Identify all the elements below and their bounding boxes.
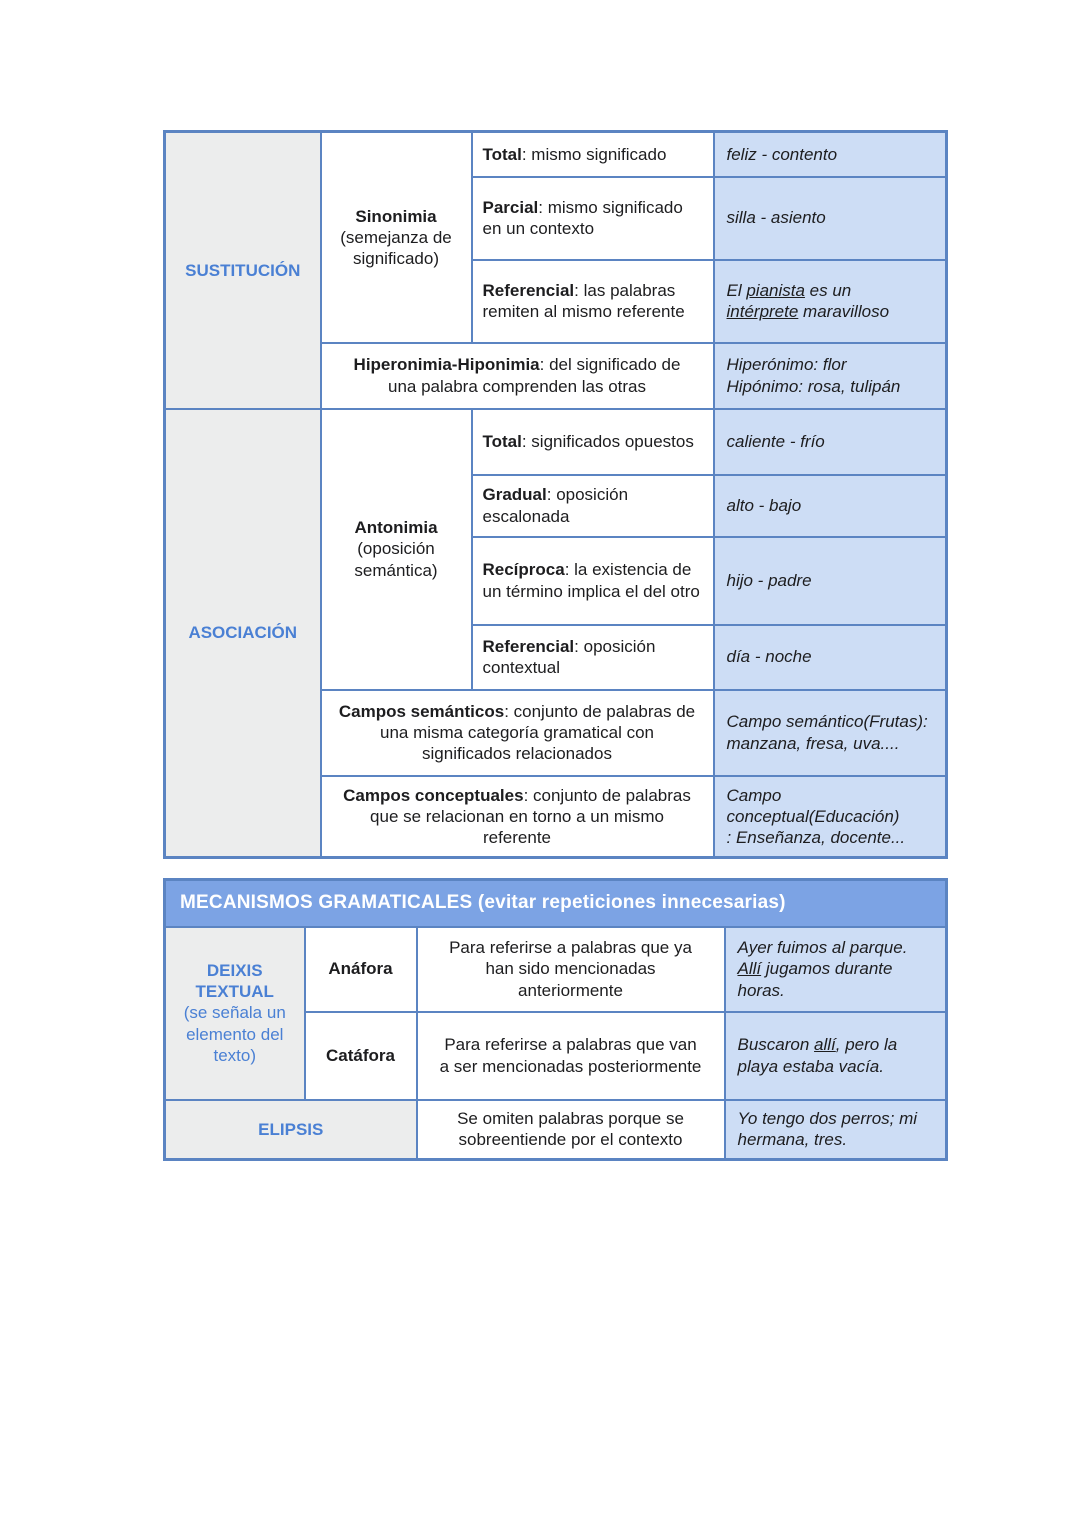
cell-hiperonimia-definition bbox=[321, 343, 714, 409]
cell-category-elipsis bbox=[165, 1100, 417, 1160]
type-term: Gradual bbox=[482, 485, 547, 505]
cell-description-anafora bbox=[417, 927, 725, 1012]
cell-example-antonimia-total bbox=[714, 409, 947, 475]
cell-example-sinonimia-referencial bbox=[714, 260, 947, 343]
example-text: silla - asiento bbox=[726, 208, 826, 228]
type-definition: : conjunto de palabras que se relacionan en torno a un mismo referente bbox=[370, 785, 691, 847]
underlined-word: intérprete bbox=[726, 302, 799, 321]
cell-type-sinonimia-total bbox=[472, 132, 714, 177]
cell-category-sustitucion bbox=[165, 132, 321, 409]
example-text: El bbox=[726, 280, 747, 300]
type-term: Recíproca bbox=[482, 560, 565, 580]
cell-description-elipsis bbox=[417, 1100, 725, 1160]
type-definition: : del significado de una palabra comprenden las otras bbox=[388, 355, 681, 396]
description-text: Para referirse a palabras que van a ser mencionadas posteriormente bbox=[439, 1035, 702, 1076]
underlined-word: Allí bbox=[737, 959, 762, 979]
example-text: Yo tengo dos perros; mi hermana, tres. bbox=[737, 1109, 918, 1150]
example-text: , pero la playa estaba vacía. bbox=[737, 1035, 898, 1076]
type-definition: : oposición escalonada bbox=[482, 485, 629, 526]
cell-example-antonimia-reciproca bbox=[714, 537, 947, 625]
table-title bbox=[165, 880, 947, 927]
type-definition: : mismo significado bbox=[521, 144, 667, 164]
cell-example-hiperonimia bbox=[714, 343, 947, 409]
description-text: Para referirse a palabras que ya han sido mencionadas anteriormente bbox=[449, 938, 692, 1000]
example-text: Hiperónimo: flor bbox=[726, 355, 847, 375]
cell-example-elipsis bbox=[725, 1100, 947, 1160]
row-table-header bbox=[165, 880, 947, 927]
cell-category-asociacion bbox=[165, 409, 321, 858]
example-text: : Enseñanza, docente... bbox=[726, 827, 906, 847]
type-term: Campos semánticos bbox=[338, 701, 505, 721]
category-label: SUSTITUCIÓN bbox=[185, 260, 301, 280]
example-text: caliente - frío bbox=[726, 431, 825, 451]
underlined-word: pianista bbox=[746, 280, 805, 300]
cell-example-campos-semanticos bbox=[714, 690, 947, 776]
example-text: Hipónimo: rosa, tulipán bbox=[726, 376, 901, 396]
type-term: Parcial bbox=[482, 197, 539, 217]
category-label: DEIXIS TEXTUAL bbox=[195, 961, 274, 1002]
row-antonimia-total bbox=[165, 409, 947, 475]
example-text: día - noche bbox=[726, 647, 812, 667]
cell-category-deixis-textual bbox=[165, 927, 305, 1100]
type-term: Referencial bbox=[482, 280, 575, 300]
lexical-cohesion-table bbox=[163, 130, 948, 859]
cell-type-antonimia-gradual bbox=[472, 475, 714, 537]
subcategory-note: (semejanza de significado) bbox=[340, 227, 452, 268]
example-text: Ayer fuimos al parque. bbox=[737, 938, 908, 958]
category-label: ELIPSIS bbox=[258, 1119, 324, 1139]
table-title-text: MECANISMOS GRAMATICALES (evitar repeticiones innecesarias) bbox=[180, 892, 786, 914]
term-label: Anáfora bbox=[328, 959, 393, 979]
type-definition: : las palabras remiten al mismo referente bbox=[482, 280, 685, 321]
cell-type-antonimia-referencial bbox=[472, 625, 714, 690]
type-definition: : oposición contextual bbox=[482, 636, 656, 677]
example-text: hijo - padre bbox=[726, 570, 812, 590]
cell-type-antonimia-reciproca bbox=[472, 537, 714, 625]
category-note: (se señala un elemento del texto) bbox=[183, 1003, 286, 1065]
type-term: Hiperonimia-Hiponimia bbox=[353, 355, 540, 375]
example-text: Campo conceptual(Educación) bbox=[726, 785, 900, 826]
cell-example-sinonimia-total bbox=[714, 132, 947, 177]
type-term: Total bbox=[482, 144, 522, 164]
cell-example-catafora bbox=[725, 1012, 947, 1100]
cell-term-anafora bbox=[305, 927, 417, 1012]
cell-description-catafora bbox=[417, 1012, 725, 1100]
cell-campos-conceptuales-definition bbox=[321, 776, 714, 858]
cell-subcategory-sinonimia bbox=[321, 132, 472, 343]
row-sinonimia-total bbox=[165, 132, 947, 177]
type-term: Total bbox=[482, 431, 522, 451]
subcategory-name: Antonimia bbox=[354, 518, 438, 538]
example-text: feliz - contento bbox=[726, 144, 838, 164]
row-elipsis bbox=[165, 1100, 947, 1160]
cell-example-sinonimia-parcial bbox=[714, 177, 947, 260]
cell-campos-semanticos-definition bbox=[321, 690, 714, 776]
cell-example-campos-conceptuales bbox=[714, 776, 947, 858]
cell-example-anafora bbox=[725, 927, 947, 1012]
example-text: alto - bajo bbox=[726, 495, 802, 515]
type-definition: : la existencia de un término implica el del otro bbox=[482, 560, 700, 601]
type-definition: : mismo significado en un contexto bbox=[482, 197, 683, 238]
type-term: Referencial bbox=[482, 636, 575, 656]
underlined-word: allí bbox=[814, 1035, 836, 1055]
cell-type-antonimia-total bbox=[472, 409, 714, 475]
cell-type-sinonimia-referencial bbox=[472, 260, 714, 343]
row-anafora bbox=[165, 927, 947, 1012]
cell-term-catafora bbox=[305, 1012, 417, 1100]
type-term: Campos conceptuales bbox=[343, 785, 524, 805]
term-label: Catáfora bbox=[326, 1045, 395, 1065]
cell-subcategory-antonimia bbox=[321, 409, 472, 690]
cell-example-antonimia-referencial bbox=[714, 625, 947, 690]
subcategory-name: Sinonimia bbox=[355, 206, 437, 226]
example-text: Buscaron bbox=[737, 1035, 815, 1055]
example-text: Campo semántico(Frutas): manzana, fresa, uva.... bbox=[726, 712, 928, 753]
category-label: ASOCIACIÓN bbox=[188, 623, 298, 643]
grammatical-mechanisms-table bbox=[163, 878, 948, 1161]
example-text: jugamos durante horas. bbox=[737, 959, 893, 1000]
subcategory-note: (oposición semántica) bbox=[354, 539, 438, 580]
cell-type-sinonimia-parcial bbox=[472, 177, 714, 260]
cell-example-antonimia-gradual bbox=[714, 475, 947, 537]
type-definition: : significados opuestos bbox=[521, 431, 694, 451]
description-text: Se omiten palabras porque se sobreentiende por el contexto bbox=[457, 1109, 684, 1150]
type-definition: : conjunto de palabras de una misma categoría gramatical con significados relacionados bbox=[379, 701, 696, 764]
example-text: maravilloso bbox=[798, 302, 890, 321]
example-text: es un bbox=[804, 280, 852, 300]
